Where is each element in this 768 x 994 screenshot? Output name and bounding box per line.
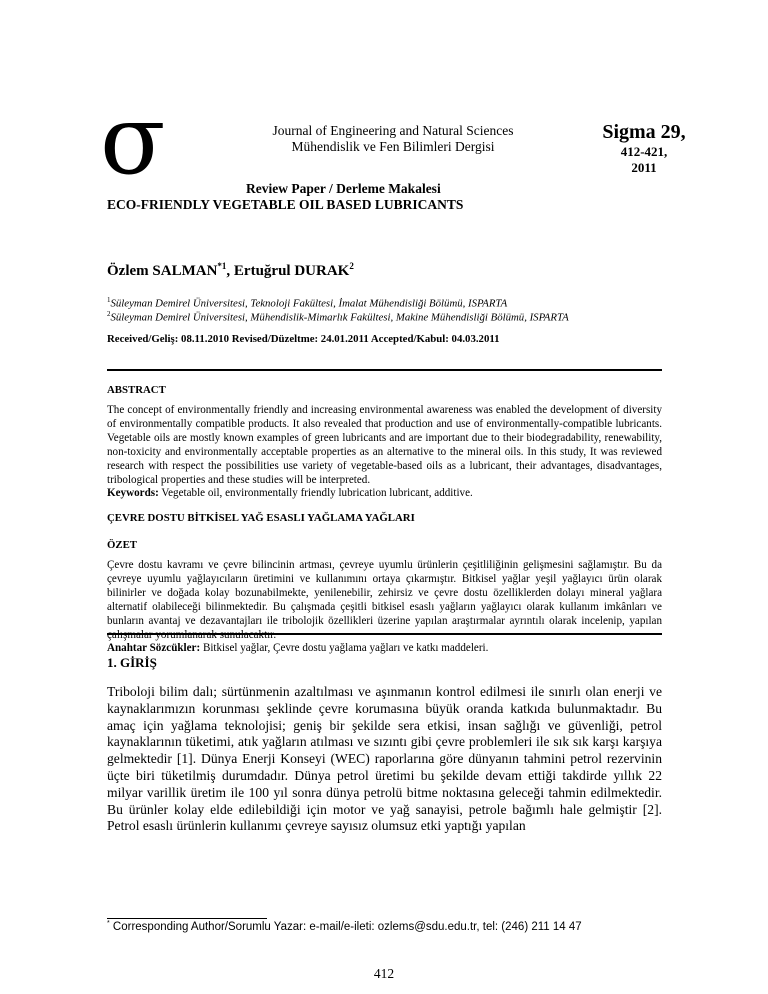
ozet-heading: ÖZET <box>107 539 138 551</box>
footnote-mark: * <box>107 920 110 927</box>
keywords-text: Vegetable oil, environmentally friendly lubrication lubricant, additive. <box>158 487 473 500</box>
section-body: Triboloji bilim dalı; sürtünmenin azaltılması ve aşınmanın kontrol edilmesi ile sınırlı olan enerji ve kaynaklarımızın korunması şeklinde çevre korumasına büyük oranda katkıda bulunmaktadır. Bu amaç için yağlama teknolojisi; geniş bir şekilde sera etkisi, insan sağlığı ve güvenliği, petrol kaynaklarının tüketimi, atık yağların atılması ve sızıntı gibi çevre problemleri ile sık sık karşı karşıya gelmektedir [1]. Dünya Enerji Konseyi (WEC) raporlarına göre dünyanın tahmini petrol rezervinin üçte biri tüketilmiş durumdadır. Dünya petrol üretimi bu şekilde devam ettiği takdirde yıllık 22 milyar varillik üretim ile 100 yıl sonra dünya petrolü bitme noktasına geleceği tahmin edilmektedir. Bu ürünler kolay elde edilebildiği için motor ve yağ sanayisi, petrole bağımlı hale gelmiştir [2]. Petrol esaslı ürünlerin kullanımı çevreye sayısız olumsuz etki yaptığı yapılan <box>107 684 662 834</box>
journal-name <box>236 123 550 155</box>
affiliation-number: 1 <box>107 296 111 304</box>
paper-title: ECO-FRIENDLY VEGETABLE OIL BASED LUBRICANTS <box>107 197 464 212</box>
turkish-title: ÇEVRE DOSTU BİTKİSEL YAĞ ESASLI YAĞLAMA YAĞLARI <box>107 512 415 524</box>
author-name: Özlem SALMAN <box>107 263 218 279</box>
issue-info <box>598 120 690 176</box>
author-name: Ertuğrul DURAK <box>233 263 350 279</box>
journal-sigma-logo: σ <box>100 84 166 196</box>
anahtar-sozcukler-text: Bitkisel yağlar, Çevre dostu yağlama yağları ve katkı maddeleri. <box>200 642 489 655</box>
journal-name-tr: Mühendislik ve Fen Bilimleri Dergisi <box>291 139 495 154</box>
footnote-rule <box>107 918 267 919</box>
author-list <box>107 261 354 280</box>
abstract-body: The concept of environmentally friendly and increasing environmental awareness was enabled the development of diversity of environmentally compatible products. It also revealed that production and use of environmentally-compatible lubricants. Vegetable oils are mostly known examples of green lubricants and are important due to their biodegradability, renewability, non-toxicity and environmentally acceptable properties as an alternative to the mineral oils. In this study, It was reviewed research with respect the possibilities use variety of vegetable-based oils as a lubricant, their advantages, disadvantages, tribological properties and these studies will be interpreted. <box>107 404 662 486</box>
publication-year: 2011 <box>631 160 657 175</box>
footnote-text: Corresponding Author/Sorumlu Yazar: e-mail/e-ileti: ozlems@sdu.edu.tr, tel: (246) 211 14 47 <box>109 920 582 933</box>
ozet-body: Çevre dostu kavramı ve çevre bilincinin artması, çevreye uyumlu ürünlerin çeşitliliğinin gelişmesini sağlamıştır. Bu da çevreye uyumlu yağlayıcıların üretimini ve kullanımını ortaya çıkarmıştır. Bitkisel yağlar yeşil yağlayıcı ürün olarak bilinirler ve doğada kolay bozunabilmekte, yenilenebilir, zehirsiz ve çevre dostu özelliklerden dolayı mineral yağlara alternatif olabileceği bilinmektedir. Bu çalışmada çeşitli bitkisel esaslı yağların yağlayıcı olarak kullanım imkânları ve bunların avantaj ve dezavantajları ile tribolojik özellikleri üzerine yapılan araştırmalar ayrıntılı olarak incelenip, yapılan çalışmalar yorumlanarak sunulacaktır. <box>107 559 662 641</box>
abstract-text <box>107 404 662 501</box>
footnote <box>107 920 582 933</box>
affiliation-text: Süleyman Demirel Üniversitesi, Mühendislik-Mimarlık Fakültesi, Makine Mühendisliği Bölümü, ISPARTA <box>110 311 569 324</box>
ozet-text <box>107 559 662 656</box>
paper-type: Review Paper / Derleme Makalesi <box>246 181 441 196</box>
submission-dates: Received/Geliş: 08.11.2010 Revised/Düzeltme: 24.01.2011 Accepted/Kabul: 04.03.2011 <box>107 333 500 345</box>
volume-label: Sigma 29, <box>602 121 686 143</box>
abstract-top-rule <box>107 369 662 371</box>
affiliation-text: Süleyman Demirel Üniversitesi, Teknoloji Fakültesi, İmalat Mühendisliği Bölümü, ISPARTA <box>110 297 508 310</box>
journal-name-en: Journal of Engineering and Natural Sciences <box>272 123 514 138</box>
anahtar-sozcukler-label: Anahtar Sözcükler: <box>107 642 201 655</box>
abstract-heading: ABSTRACT <box>107 384 166 396</box>
abstract-bottom-rule <box>107 633 662 635</box>
affiliation <box>107 296 507 310</box>
affiliation-number: 2 <box>107 310 111 318</box>
keywords-label: Keywords: <box>107 487 159 500</box>
author-affiliation-mark: *1 <box>217 261 227 271</box>
author-separator: , <box>226 263 234 279</box>
page-number: 412 <box>373 966 395 981</box>
affiliation <box>107 310 569 324</box>
section-heading: 1. GİRİŞ <box>107 655 157 670</box>
author-affiliation-mark: 2 <box>349 261 354 271</box>
page-range: 412-421, <box>620 144 668 159</box>
